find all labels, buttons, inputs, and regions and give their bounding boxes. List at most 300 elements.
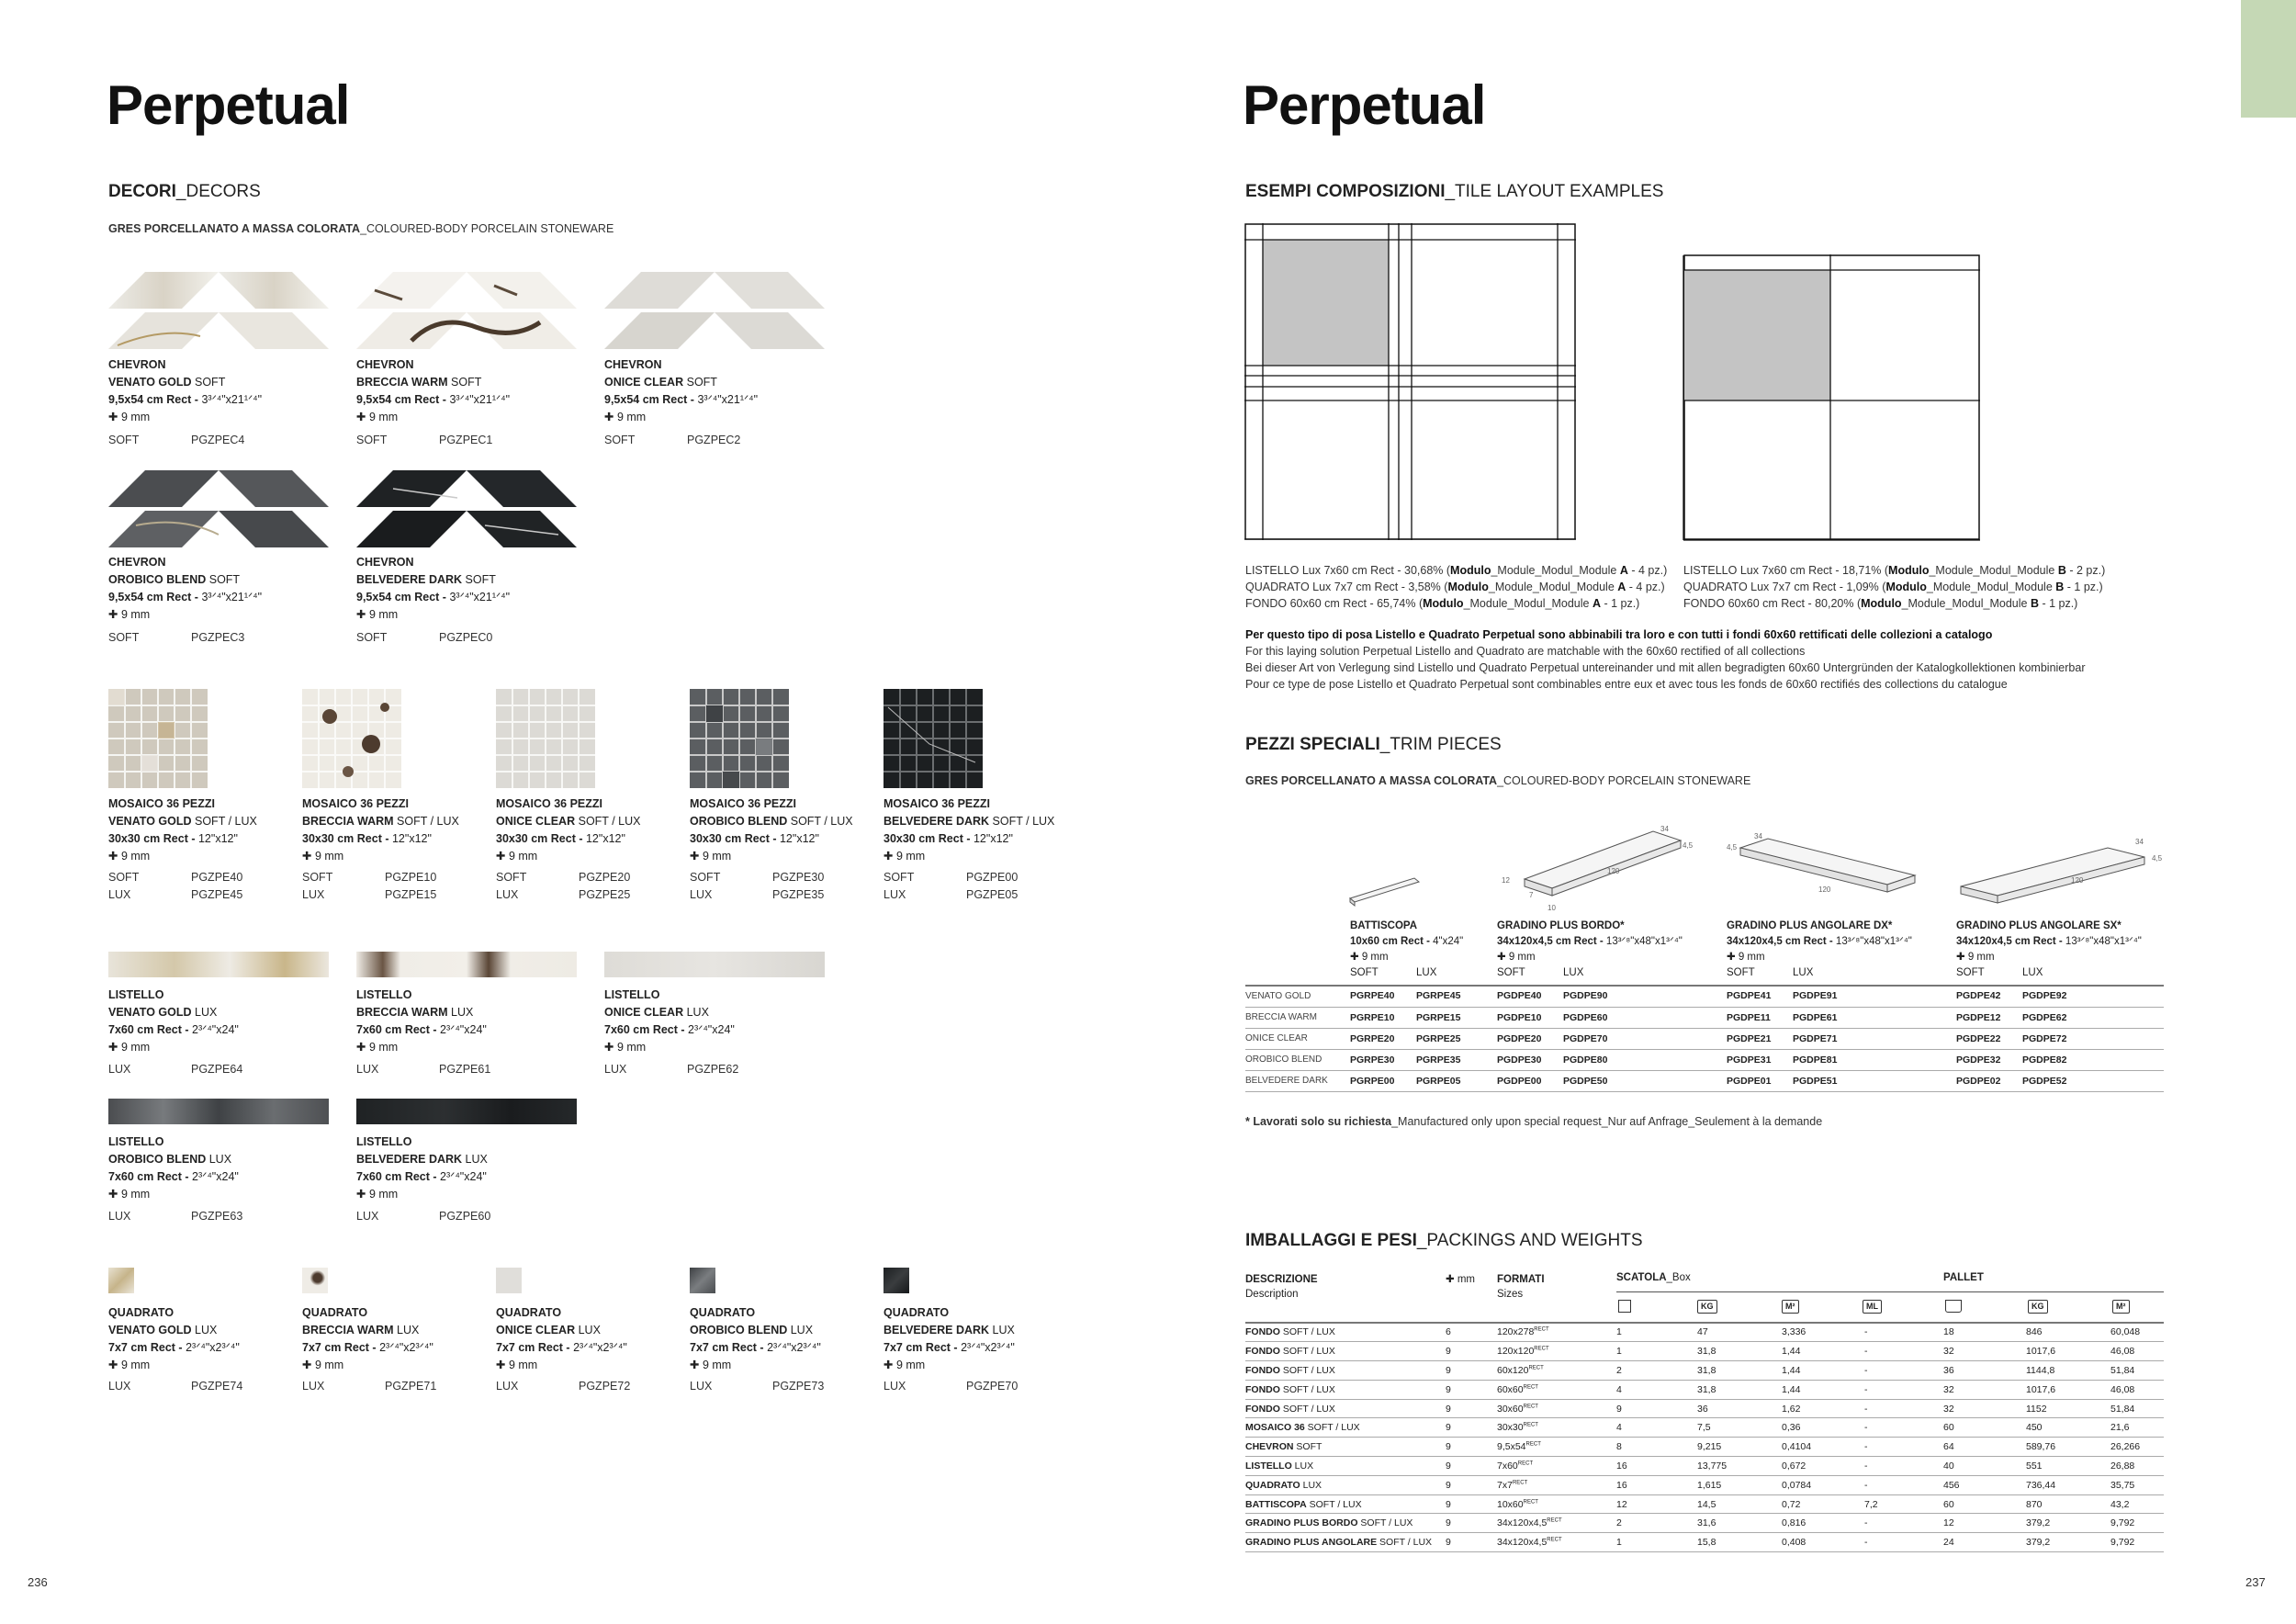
- packing-desc-name: BATTISCOPA: [1245, 1498, 1307, 1510]
- packing-value: 0,672: [1782, 1457, 1864, 1476]
- packing-size: [1497, 1475, 1616, 1494]
- packing-rect-label: RECT: [1534, 1326, 1549, 1333]
- chevron-onice-clear-codes: SOFT PGZPEC2: [604, 434, 741, 446]
- packing-desc-name: FONDO: [1245, 1364, 1280, 1376]
- packing-row: [1245, 1342, 2164, 1361]
- trim-row-color: BRECCIA WARM: [1245, 1007, 1350, 1028]
- packing-desc-finish: SOFT / LUX: [1279, 1346, 1335, 1358]
- packing-value: 7,5: [1697, 1418, 1782, 1438]
- trim-code: PGDPE30: [1497, 1049, 1563, 1070]
- packing-value: 1: [1616, 1342, 1697, 1361]
- packing-size: [1497, 1418, 1616, 1438]
- chevron-breccia-warm-codes: SOFT PGZPEC1: [356, 434, 493, 446]
- box-kg-icon: KG: [1697, 1300, 1717, 1314]
- packing-value: 13,775: [1697, 1457, 1782, 1476]
- packing-value: 1,615: [1697, 1475, 1782, 1494]
- packing-value: 450: [2026, 1418, 2110, 1438]
- trim-code: PGRPE25: [1416, 1028, 1497, 1049]
- trim-code: PGDPE41: [1727, 986, 1793, 1007]
- packing-desc: [1245, 1457, 1446, 1476]
- listello-venato-gold-caption: LISTELLO VENATO GOLD LUX 7x60 cm Rect - 2³ᐟ⁴"x24" ✚ 9 mm: [108, 988, 239, 1054]
- packing-value: -: [1864, 1361, 1943, 1381]
- packing-value: 47: [1697, 1323, 1782, 1342]
- packing-rect-label: RECT: [1512, 1480, 1528, 1486]
- trim-code: PGDPE42: [1956, 986, 2022, 1007]
- trim-code: PGDPE32: [1956, 1049, 2022, 1070]
- listello-onice-clear-codes: LUX PGZPE62: [604, 1063, 739, 1076]
- col-formati: FORMATI Sizes: [1497, 1274, 1545, 1300]
- packing-value: 9,792: [2110, 1514, 2164, 1533]
- packing-desc-finish: SOFT / LUX: [1377, 1537, 1433, 1549]
- listello-breccia-warm-caption: LISTELLO BRECCIA WARM LUX 7x60 cm Rect - 2³ᐟ⁴"x24" ✚ 9 mm: [356, 988, 487, 1054]
- box-icon: [1618, 1300, 1631, 1313]
- trim-code: PGDPE22: [1956, 1028, 2022, 1049]
- trim-battiscopa-caption: BATTISCOPA 10x60 cm Rect - 4"x24" ✚ 9 mm SOFT LUX: [1350, 920, 1464, 978]
- trim-code: PGDPE90: [1563, 986, 1727, 1007]
- packing-value: 0,0784: [1782, 1475, 1864, 1494]
- packing-value: 16: [1616, 1475, 1697, 1494]
- module-a-line-2: QUADRATO Lux 7x7 cm Rect - 3,58% (Modulo_Module_Modul_Module A - 4 pz.): [1245, 581, 1665, 593]
- packing-size: [1497, 1494, 1616, 1514]
- packing-value: 12: [1616, 1494, 1697, 1514]
- trim-code: PGDPE61: [1793, 1007, 1956, 1028]
- packing-size-value: 34x120x4,5: [1497, 1537, 1548, 1549]
- packing-value: 46,08: [2110, 1342, 2164, 1361]
- mosaic-onice-clear-image: [496, 689, 595, 788]
- packing-value: 31,8: [1697, 1380, 1782, 1399]
- mosaic-belvedere-dark-codes: SOFT PGZPE00 LUX PGZPE05: [884, 871, 1019, 901]
- packing-row: [1245, 1514, 2164, 1533]
- trim-code: PGDPE12: [1956, 1007, 2022, 1028]
- trim-code: PGDPE52: [2022, 1070, 2164, 1091]
- gradino-bordo-illustration: [1497, 822, 1694, 914]
- packing-value: 379,2: [2026, 1514, 2110, 1533]
- trim-code: PGRPE10: [1350, 1007, 1416, 1028]
- packing-size-value: 34x120x4,5: [1497, 1517, 1548, 1529]
- mosaic-breccia-warm-image: [302, 689, 401, 788]
- packing-mm: 9: [1446, 1457, 1497, 1476]
- quadrato-onice-clear-image: [496, 1268, 522, 1293]
- packing-mm: 9: [1446, 1438, 1497, 1457]
- packing-value: 16: [1616, 1457, 1697, 1476]
- packing-rect-label: RECT: [1517, 1460, 1534, 1467]
- trim-material: GRES PORCELLANATO A MASSA COLORATA_COLOURED-BODY PORCELAIN STONEWARE: [1245, 774, 1751, 787]
- packing-value: 1,44: [1782, 1380, 1864, 1399]
- quadrato-venato-gold-caption: QUADRATO VENATO GOLD LUX 7x7 cm Rect - 2³ᐟ⁴"x2³ᐟ⁴" ✚ 9 mm: [108, 1306, 240, 1371]
- packing-size-value: 30x60: [1497, 1403, 1524, 1415]
- packing-desc-name: CHEVRON: [1245, 1441, 1294, 1453]
- module-a-line-3: FONDO 60x60 cm Rect - 65,74% (Modulo_Module_Modul_Module A - 1 pz.): [1245, 597, 1640, 610]
- packing-value: 18: [1943, 1323, 2026, 1342]
- col-scatola: SCATOLA_Box: [1616, 1272, 1691, 1283]
- packing-size-value: 10x60: [1497, 1498, 1524, 1510]
- packing-value: 1152: [2026, 1399, 2110, 1418]
- layout-note: [1245, 626, 2085, 693]
- packing-row: [1245, 1361, 2164, 1381]
- packing-desc-finish: LUX: [1291, 1460, 1314, 1472]
- packing-size-value: 30x30: [1497, 1422, 1524, 1434]
- packing-value: 736,44: [2026, 1475, 2110, 1494]
- packing-value: 15,8: [1697, 1533, 1782, 1552]
- packing-desc: [1245, 1494, 1446, 1514]
- chevron-venato-gold-codes: SOFT PGZPEC4: [108, 434, 245, 446]
- quadrato-belvedere-dark-image: [884, 1268, 909, 1293]
- packing-value: -: [1864, 1438, 1943, 1457]
- note-en: For this laying solution Perpetual Listello and Quadrato are matchable with the 60x60 rectified of all collections: [1245, 645, 1806, 658]
- packing-desc-name: FONDO: [1245, 1326, 1280, 1338]
- packing-row: [1245, 1323, 2164, 1342]
- packing-row: [1245, 1380, 2164, 1399]
- dim-34-a: 34: [1660, 825, 1669, 833]
- page-number-right: 237: [2245, 1575, 2266, 1589]
- trim-code: PGDPE00: [1497, 1070, 1563, 1091]
- dim-12: 12: [1502, 876, 1510, 885]
- packing-heading: IMBALLAGGI E PESI_PACKINGS AND WEIGHTS: [1245, 1231, 1643, 1250]
- listello-belvedere-dark-codes: LUX PGZPE60: [356, 1210, 491, 1223]
- quadrato-belvedere-dark-codes: LUX PGZPE70: [884, 1380, 1019, 1393]
- trim-row-color: ONICE CLEAR: [1245, 1028, 1350, 1049]
- packing-mm: 9: [1446, 1380, 1497, 1399]
- packing-desc-name: FONDO: [1245, 1383, 1280, 1395]
- listello-belvedere-dark-caption: LISTELLO BELVEDERE DARK LUX 7x60 cm Rect - 2³ᐟ⁴"x24" ✚ 9 mm: [356, 1135, 488, 1201]
- note-de: Bei dieser Art von Verlegung sind Listello und Quadrato Perpetual untereinander und mit allen begradigten 60x60 Untergründen der Katalogkollektionen kombinierbar: [1245, 661, 2086, 674]
- listello-breccia-warm-codes: LUX PGZPE61: [356, 1063, 491, 1076]
- packing-value: 0,72: [1782, 1494, 1864, 1514]
- quadrato-onice-clear-caption: QUADRATO ONICE CLEAR LUX 7x7 cm Rect - 2³ᐟ⁴"x2³ᐟ⁴" ✚ 9 mm: [496, 1306, 627, 1371]
- trim-row: [1245, 986, 2164, 1007]
- packing-desc-finish: SOFT / LUX: [1279, 1364, 1335, 1376]
- packing-desc-name: GRADINO PLUS BORDO: [1245, 1517, 1358, 1529]
- trim-gradino-bordo-caption: GRADINO PLUS BORDO* 34x120x4,5 cm Rect - 13³ᐟ⁸"x48"x1³ᐟ⁴" ✚ 9 mm SOFT LUX: [1497, 920, 1683, 978]
- module-b-line-3: FONDO 60x60 cm Rect - 80,20% (Modulo_Module_Modul_Module B - 1 pz.): [1683, 597, 2078, 610]
- packing-value: -: [1864, 1380, 1943, 1399]
- packing-desc-name: FONDO: [1245, 1346, 1280, 1358]
- packing-rect-label: RECT: [1528, 1365, 1544, 1371]
- packing-value: 551: [2026, 1457, 2110, 1476]
- packing-desc: [1245, 1342, 1446, 1361]
- mosaic-breccia-warm-caption: MOSAICO 36 PEZZI BRECCIA WARM SOFT / LUX 30x30 cm Rect - 12"x12" ✚ 9 mm: [302, 797, 459, 863]
- trim-code: PGRPE45: [1416, 986, 1497, 1007]
- chevron-belvedere-dark-caption: CHEVRON BELVEDERE DARK SOFT 9,5x54 cm Rect - 3³ᐟ⁴"x21¹ᐟ⁴" ✚ 9 mm: [356, 556, 511, 621]
- packing-rect-label: RECT: [1523, 1404, 1538, 1410]
- layout-module-b-diagram: [1683, 254, 1981, 541]
- trim-code: PGRPE30: [1350, 1049, 1416, 1070]
- packing-value: 60,048: [2110, 1323, 2164, 1342]
- page-title-left: Perpetual: [107, 74, 350, 136]
- quadrato-onice-clear-codes: LUX PGZPE72: [496, 1380, 631, 1393]
- chevron-orobico-blend-codes: SOFT PGZPEC3: [108, 631, 245, 644]
- packing-row: [1245, 1438, 2164, 1457]
- packing-value: 1017,6: [2026, 1380, 2110, 1399]
- packing-row: [1245, 1475, 2164, 1494]
- mosaic-venato-gold-codes: SOFT PGZPE40 LUX PGZPE45: [108, 871, 243, 901]
- packing-desc-finish: SOFT / LUX: [1279, 1383, 1335, 1395]
- packing-size: [1497, 1399, 1616, 1418]
- packing-desc-name: MOSAICO 36: [1245, 1422, 1305, 1434]
- packing-value: 1017,6: [2026, 1342, 2110, 1361]
- battiscopa-illustration: [1345, 871, 1428, 908]
- trim-code: PGDPE11: [1727, 1007, 1793, 1028]
- packing-value: -: [1864, 1418, 1943, 1438]
- packing-size: [1497, 1342, 1616, 1361]
- packing-value: 51,84: [2110, 1361, 2164, 1381]
- listello-onice-clear-image: [604, 952, 825, 977]
- packing-value: 60: [1943, 1494, 2026, 1514]
- trim-code: PGRPE20: [1350, 1028, 1416, 1049]
- chevron-onice-clear-image: [604, 272, 825, 349]
- trim-row-color: BELVEDERE DARK: [1245, 1070, 1350, 1091]
- trim-row: [1245, 1028, 2164, 1049]
- chevron-belvedere-dark-image: [356, 470, 577, 547]
- packing-mm: 6: [1446, 1323, 1497, 1342]
- trim-code: PGRPE35: [1416, 1049, 1497, 1070]
- layout-module-a-text: [1245, 562, 1667, 612]
- packing-row: [1245, 1399, 2164, 1418]
- page-number-left: 236: [28, 1575, 48, 1589]
- packing-value: 9,792: [2110, 1533, 2164, 1552]
- trim-code: PGDPE62: [2022, 1007, 2164, 1028]
- trim-code: PGDPE82: [2022, 1049, 2164, 1070]
- packing-rect-label: RECT: [1547, 1517, 1562, 1524]
- decors-material: GRES PORCELLANATO A MASSA COLORATA_COLOURED-BODY PORCELAIN STONEWARE: [108, 222, 614, 235]
- quadrato-orobico-blend-caption: QUADRATO OROBICO BLEND LUX 7x7 cm Rect - 2³ᐟ⁴"x2³ᐟ⁴" ✚ 9 mm: [690, 1306, 821, 1371]
- module-b-line-2: QUADRATO Lux 7x7 cm Rect - 1,09% (Modulo_Module_Modul_Module B - 1 pz.): [1683, 581, 2103, 593]
- packing-value: -: [1864, 1514, 1943, 1533]
- packing-value: -: [1864, 1323, 1943, 1342]
- trim-code: PGDPE01: [1727, 1070, 1793, 1091]
- packing-value: 43,2: [2110, 1494, 2164, 1514]
- packing-size-value: 60x60: [1497, 1383, 1524, 1395]
- packing-size: [1497, 1380, 1616, 1399]
- chevron-orobico-blend-image: [108, 470, 329, 547]
- mosaic-orobico-blend-image: [690, 689, 789, 788]
- packing-value: 4: [1616, 1380, 1697, 1399]
- packing-rect-label: RECT: [1547, 1537, 1562, 1543]
- packing-row: [1245, 1418, 2164, 1438]
- packing-row: [1245, 1533, 2164, 1552]
- chevron-breccia-warm-caption: CHEVRON BRECCIA WARM SOFT 9,5x54 cm Rect - 3³ᐟ⁴"x21¹ᐟ⁴" ✚ 9 mm: [356, 358, 511, 423]
- packing-value: 21,6: [2110, 1418, 2164, 1438]
- packing-value: 32: [1943, 1399, 2026, 1418]
- packing-rect-label: RECT: [1523, 1384, 1538, 1391]
- packing-rect-label: RECT: [1523, 1422, 1538, 1428]
- packing-value: 31,8: [1697, 1361, 1782, 1381]
- packing-size-value: 60x120: [1497, 1364, 1529, 1376]
- packing-desc: [1245, 1475, 1446, 1494]
- packing-value: 3,336: [1782, 1323, 1864, 1342]
- packing-row: [1245, 1457, 2164, 1476]
- packing-value: -: [1864, 1475, 1943, 1494]
- mosaic-orobico-blend-caption: MOSAICO 36 PEZZI OROBICO BLEND SOFT / LUX 30x30 cm Rect - 12"x12" ✚ 9 mm: [690, 797, 853, 863]
- trim-code: PGDPE71: [1793, 1028, 1956, 1049]
- packing-desc: [1245, 1438, 1446, 1457]
- packing-value: 36: [1943, 1361, 2026, 1381]
- dim-45-c: 4,5: [2152, 854, 2163, 863]
- quadrato-breccia-warm-codes: LUX PGZPE71: [302, 1380, 437, 1393]
- packing-desc-finish: SOFT / LUX: [1304, 1422, 1360, 1434]
- trim-code: PGDPE21: [1727, 1028, 1793, 1049]
- packing-size-value: 120x120: [1497, 1346, 1535, 1358]
- packing-size: [1497, 1514, 1616, 1533]
- packing-desc-name: GRADINO PLUS ANGOLARE: [1245, 1537, 1378, 1549]
- packing-desc: [1245, 1418, 1446, 1438]
- packing-desc-finish: SOFT / LUX: [1357, 1517, 1413, 1529]
- chevron-venato-gold-caption: CHEVRON VENATO GOLD SOFT 9,5x54 cm Rect - 3³ᐟ⁴"x21¹ᐟ⁴" ✚ 9 mm: [108, 358, 263, 423]
- header-rule: [1616, 1291, 2164, 1292]
- packing-desc: [1245, 1533, 1446, 1552]
- pallet-icon: [1945, 1300, 1962, 1313]
- trim-row-color: OROBICO BLEND: [1245, 1049, 1350, 1070]
- packing-size-value: 7x60: [1497, 1460, 1518, 1472]
- packing-size: [1497, 1323, 1616, 1342]
- mosaic-orobico-blend-codes: SOFT PGZPE30 LUX PGZPE35: [690, 871, 825, 901]
- note-it: Per questo tipo di posa Listello e Quadrato Perpetual sono abbinabili tra loro e con tutti i fondi 60x60 rettificati delle collezioni a catalogo: [1245, 628, 1993, 641]
- packing-size: [1497, 1438, 1616, 1457]
- quadrato-venato-gold-image: [108, 1268, 134, 1293]
- packing-value: 4: [1616, 1418, 1697, 1438]
- packing-value: 26,266: [2110, 1438, 2164, 1457]
- packing-value: 0,408: [1782, 1533, 1864, 1552]
- packing-desc: [1245, 1361, 1446, 1381]
- packing-row: [1245, 1494, 2164, 1514]
- packing-value: 8: [1616, 1438, 1697, 1457]
- packing-header: [1245, 1272, 2164, 1327]
- packing-value: 456: [1943, 1475, 2026, 1494]
- section-tab: [2241, 0, 2296, 118]
- packing-size: [1497, 1361, 1616, 1381]
- module-a-line-1: LISTELLO Lux 7x60 cm Rect - 30,68% (Modulo_Module_Modul_Module A - 4 pz.): [1245, 564, 1668, 577]
- gradino-angolare-sx-illustration: [1952, 831, 2163, 905]
- trim-table-top-rule: [1245, 985, 2164, 987]
- packing-value: 1144,8: [2026, 1361, 2110, 1381]
- trim-code: PGRPE15: [1416, 1007, 1497, 1028]
- dim-34-c: 34: [2135, 838, 2144, 846]
- packing-value: 0,816: [1782, 1514, 1864, 1533]
- packing-value: 60: [1943, 1418, 2026, 1438]
- trim-code: PGRPE00: [1350, 1070, 1416, 1091]
- dim-45-a: 4,5: [1683, 841, 1694, 850]
- packing-desc-name: QUADRATO: [1245, 1479, 1300, 1491]
- quadrato-orobico-blend-image: [690, 1268, 715, 1293]
- pallet-kg-icon: KG: [2028, 1300, 2048, 1314]
- mosaic-venato-gold-caption: MOSAICO 36 PEZZI VENATO GOLD SOFT / LUX 30x30 cm Rect - 12"x12" ✚ 9 mm: [108, 797, 257, 863]
- trim-code: PGDPE60: [1563, 1007, 1727, 1028]
- packing-value: -: [1864, 1457, 1943, 1476]
- packing-value: 0,36: [1782, 1418, 1864, 1438]
- packing-value: 7,2: [1864, 1494, 1943, 1514]
- listello-orobico-blend-caption: LISTELLO OROBICO BLEND LUX 7x60 cm Rect - 2³ᐟ⁴"x24" ✚ 9 mm: [108, 1135, 239, 1201]
- packing-mm: 9: [1446, 1514, 1497, 1533]
- dim-7: 7: [1529, 891, 1534, 899]
- packing-size-value: 7x7: [1497, 1479, 1513, 1491]
- quadrato-belvedere-dark-caption: QUADRATO BELVEDERE DARK LUX 7x7 cm Rect - 2³ᐟ⁴"x2³ᐟ⁴" ✚ 9 mm: [884, 1306, 1015, 1371]
- layout-module-a-diagram: [1244, 223, 1577, 541]
- listello-venato-gold-image: [108, 952, 329, 977]
- dim-45-b: 4,5: [1727, 843, 1738, 851]
- packing-value: 1: [1616, 1533, 1697, 1552]
- chevron-orobico-blend-caption: CHEVRON OROBICO BLEND SOFT 9,5x54 cm Rect - 3³ᐟ⁴"x21¹ᐟ⁴" ✚ 9 mm: [108, 556, 263, 621]
- packing-value: 589,76: [2026, 1438, 2110, 1457]
- trim-code: PGDPE91: [1793, 986, 1956, 1007]
- trim-code: PGDPE92: [2022, 986, 2164, 1007]
- packing-value: 32: [1943, 1342, 2026, 1361]
- pallet-m2-icon: M²: [2112, 1300, 2130, 1314]
- box-ml-icon: ML: [1863, 1300, 1882, 1314]
- packing-value: 51,84: [2110, 1399, 2164, 1418]
- trim-row: [1245, 1049, 2164, 1070]
- packing-value: -: [1864, 1342, 1943, 1361]
- packing-value: 26,88: [2110, 1457, 2164, 1476]
- trim-code: PGDPE50: [1563, 1070, 1727, 1091]
- trim-code: PGDPE81: [1793, 1049, 1956, 1070]
- packing-value: 1,44: [1782, 1361, 1864, 1381]
- box-m2-icon: M²: [1782, 1300, 1799, 1314]
- col-desc: DESCRIZIONE Description: [1245, 1274, 1318, 1300]
- packing-value: 2: [1616, 1514, 1697, 1533]
- mosaic-onice-clear-caption: MOSAICO 36 PEZZI ONICE CLEAR SOFT / LUX 30x30 cm Rect - 12"x12" ✚ 9 mm: [496, 797, 641, 863]
- packing-value: 1,62: [1782, 1399, 1864, 1418]
- packing-value: 35,75: [2110, 1475, 2164, 1494]
- trim-codes-table: [1245, 986, 2164, 1092]
- module-b-line-1: LISTELLO Lux 7x60 cm Rect - 18,71% (Modulo_Module_Modul_Module B - 2 pz.): [1683, 564, 2106, 577]
- packing-table: [1245, 1323, 2164, 1552]
- packing-value: 14,5: [1697, 1494, 1782, 1514]
- packing-value: -: [1864, 1533, 1943, 1552]
- trim-code: PGDPE31: [1727, 1049, 1793, 1070]
- packing-rect-label: RECT: [1534, 1346, 1549, 1352]
- packing-value: 0,4104: [1782, 1438, 1864, 1457]
- packing-value: 40: [1943, 1457, 2026, 1476]
- packing-desc-finish: SOFT / LUX: [1279, 1403, 1335, 1415]
- trim-code: PGDPE40: [1497, 986, 1563, 1007]
- trim-code: PGDPE20: [1497, 1028, 1563, 1049]
- packing-desc: [1245, 1514, 1446, 1533]
- packing-value: 64: [1943, 1438, 2026, 1457]
- trim-angolare-sx-caption: GRADINO PLUS ANGOLARE SX* 34x120x4,5 cm Rect - 13³ᐟ⁸"x48"x1³ᐟ⁴" ✚ 9 mm SOFT LUX: [1956, 920, 2142, 978]
- trim-code: PGDPE80: [1563, 1049, 1727, 1070]
- mosaic-belvedere-dark-image: [884, 689, 983, 788]
- dim-120-a: 120: [1607, 867, 1620, 875]
- packing-value: 870: [2026, 1494, 2110, 1514]
- packing-value: 9: [1616, 1399, 1697, 1418]
- packing-mm: 9: [1446, 1418, 1497, 1438]
- packing-body: [1245, 1323, 2164, 1552]
- listello-orobico-blend-codes: LUX PGZPE63: [108, 1210, 243, 1223]
- chevron-belvedere-dark-codes: SOFT PGZPEC0: [356, 631, 493, 644]
- mosaic-belvedere-dark-caption: MOSAICO 36 PEZZI BELVEDERE DARK SOFT / LUX 30x30 cm Rect - 12"x12" ✚ 9 mm: [884, 797, 1055, 863]
- trim-code: PGDPE02: [1956, 1070, 2022, 1091]
- trim-code: PGDPE70: [1563, 1028, 1727, 1049]
- packing-desc-finish: SOFT / LUX: [1279, 1326, 1335, 1338]
- packing-desc: [1245, 1380, 1446, 1399]
- quadrato-breccia-warm-image: [302, 1268, 328, 1293]
- col-thickness: ✚ mm: [1446, 1274, 1476, 1285]
- chevron-venato-gold-image: [108, 272, 329, 349]
- trim-row: [1245, 1007, 2164, 1028]
- packing-desc-finish: LUX: [1300, 1479, 1322, 1491]
- mosaic-onice-clear-codes: SOFT PGZPE20 LUX PGZPE25: [496, 871, 631, 901]
- packing-value: 1: [1616, 1323, 1697, 1342]
- listello-breccia-warm-image: [356, 952, 577, 977]
- trim-code: PGDPE51: [1793, 1070, 1956, 1091]
- packing-mm: 9: [1446, 1361, 1497, 1381]
- trim-code: PGDPE10: [1497, 1007, 1563, 1028]
- packing-value: 46,08: [2110, 1380, 2164, 1399]
- packing-desc-finish: SOFT: [1293, 1441, 1322, 1453]
- trim-code: PGDPE72: [2022, 1028, 2164, 1049]
- packing-desc-finish: SOFT / LUX: [1306, 1498, 1362, 1510]
- trim-codes-body: [1245, 986, 2164, 1091]
